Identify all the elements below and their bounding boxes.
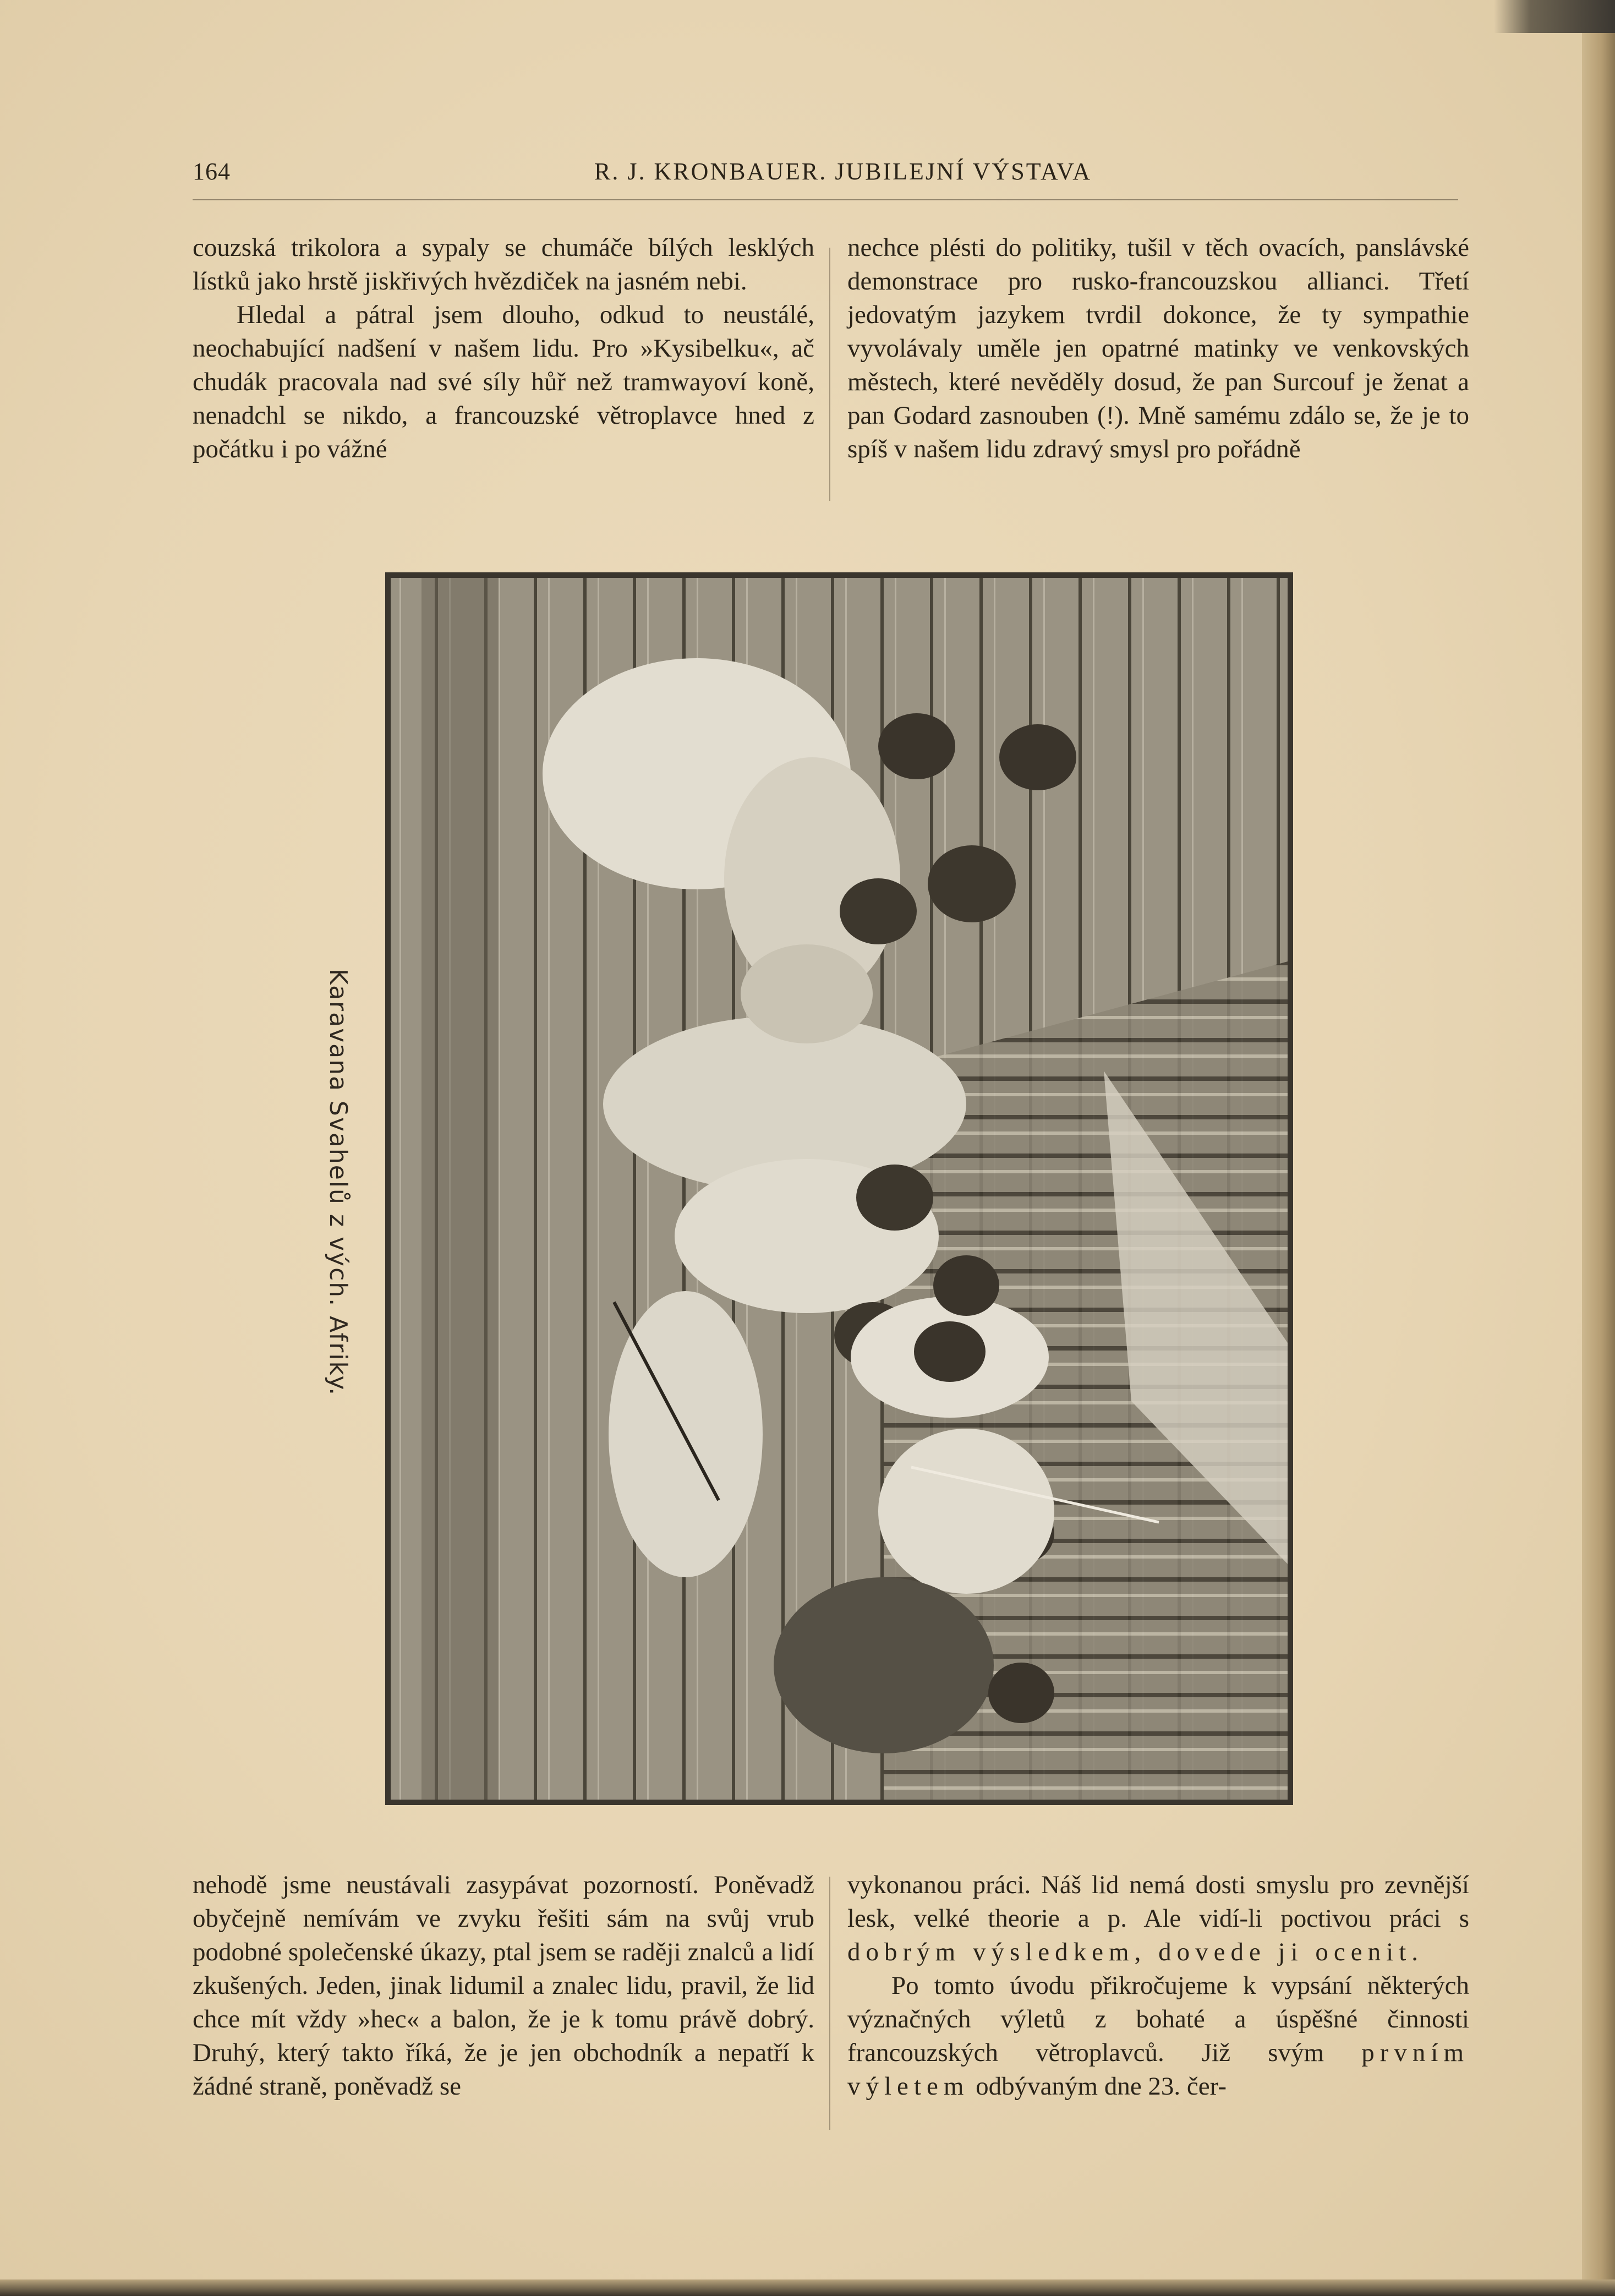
top-right-column (847, 231, 1469, 466)
running-header (193, 157, 1458, 196)
bottom-left-column (193, 1868, 814, 2103)
emphasized-text: dobrým výsledkem, dovede ji ocenit. (847, 1938, 1424, 1966)
header-rule (193, 199, 1458, 200)
paragraph: Hledal a pátral jsem dlouho, odkud to neustálé, neochabující nadšení v našem lidu. Pro »Kysibelku«, ač chudák pracovala nad své síly hůř než tramwayoví koně, nenadchl se nikdo, a francouzské větroplavce hned z počátku i po vážné (193, 300, 814, 463)
paragraph (847, 1969, 1469, 2103)
column-divider-bottom (829, 1877, 830, 2130)
paragraph-text: vykonanou práci. Náš lid nemá dosti smyslu pro zevnější lesk, velké theorie a p. Ale vidí-li poctivou práci s (847, 1871, 1469, 1933)
page-number: 164 (193, 158, 231, 185)
figure-caption: Karavana Svahelů z vých. Afriky. (324, 969, 352, 1397)
column-divider-top (829, 248, 830, 501)
emphasized-text: prvním výletem (847, 2038, 1470, 2101)
paragraph (847, 1868, 1469, 1969)
photograph (385, 572, 1293, 1805)
paragraph: nechce plésti do politiky, tušil v těch ovacích, panslávské demonstrace pro rusko-francouzskou allianci. Třetí jedovatým jazykem tvrdil dokonce, že ty sympathie vyvolávaly uměle jen opatrné matinky ve venkovských městech, které nevěděly dosud, že pan Surcouf je ženat a pan Godard zasnouben (!). Mně samému zdálo se, že je to spíš v našem lidu zdravý smysl pro pořádně (847, 233, 1469, 463)
paragraph: couzská trikolora a sypaly se chumáče bílých lesklých lístků jako hrstě jiskřivých hvězdiček na jasném nebi. (193, 233, 814, 296)
paragraph-text: odbývaným dne 23. čer- (976, 2072, 1227, 2101)
top-left-column (193, 231, 814, 466)
scan-corner-shadow (1494, 0, 1615, 33)
bottom-right-column (847, 1868, 1469, 2103)
paragraph: nehodě jsme neustávali zasypávat pozorností. Poněvadž obyčejně nemívám ve zvyku řešiti sám na svůj vrub podobné společenské úkazy, ptal jsem se raději znalců a lidí zkušených. Jeden, jinak lidumil a znalec lidu, pravil, že lid chce mít vždy »hec« a balon, že je k tomu právě dobrý. Druhý, který takto říká, že je jen obchodník a nepatří k žádné straně, poněvadž se (193, 1871, 814, 2101)
running-title: R. J. KRONBAUER. JUBILEJNÍ VÝSTAVA (594, 158, 1092, 185)
paragraph-text: Po tomto úvodu přikročujeme k vypsání některých význačných výletů z bohaté a úspěšné činnosti francouzských větroplavců. Již svým (847, 1971, 1469, 2067)
page-edge-shadow (1582, 0, 1615, 2296)
photograph-engraving (388, 576, 1290, 1802)
scan-bottom-shadow (0, 2279, 1615, 2296)
